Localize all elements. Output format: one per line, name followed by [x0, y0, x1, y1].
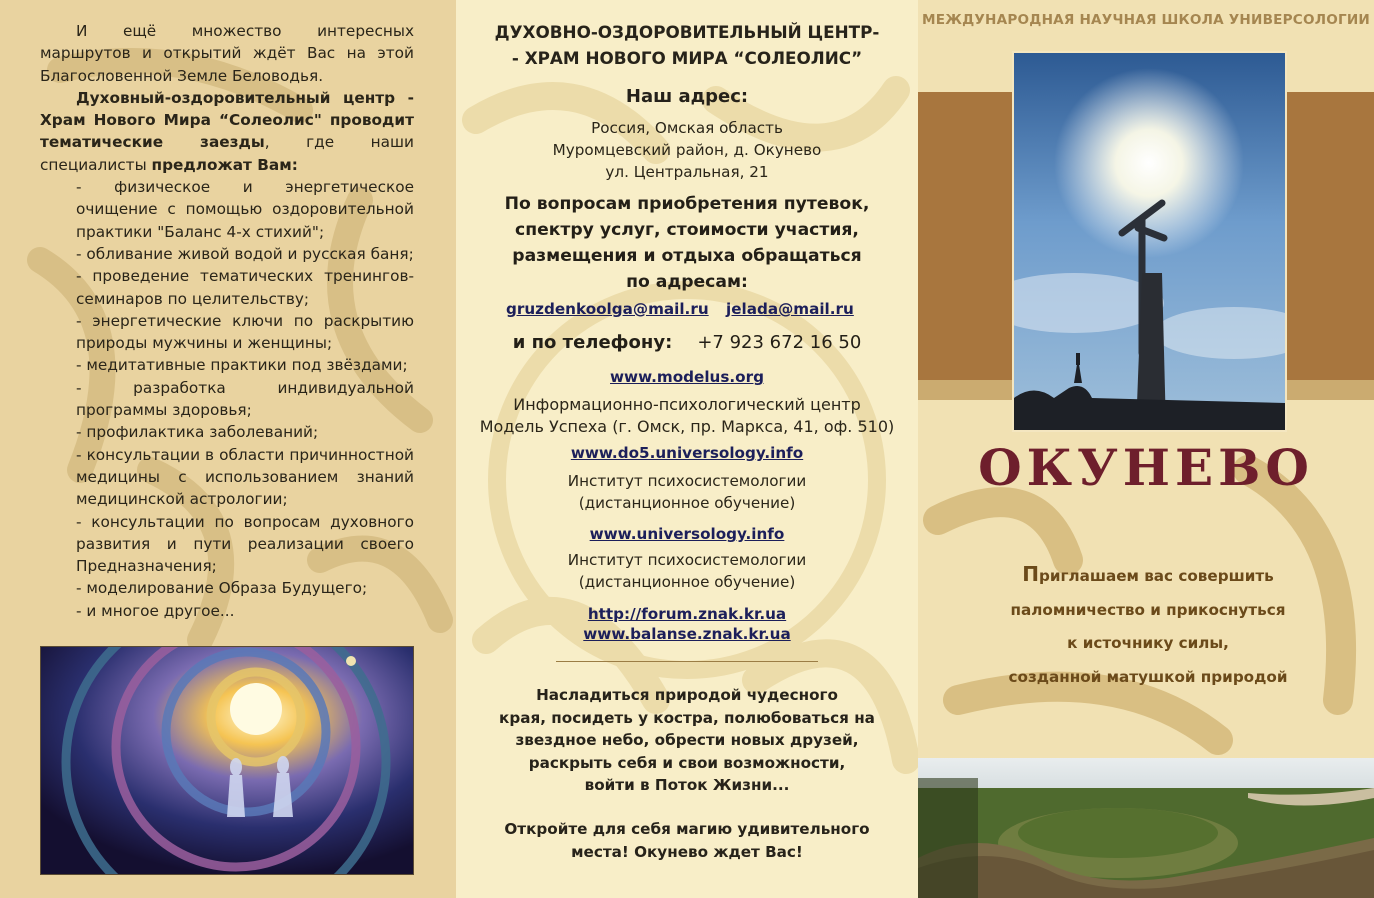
address-line: ул. Центральная, 21 — [605, 163, 769, 181]
invitation-line: войти в Поток Жизни... — [584, 776, 790, 794]
center-text: , где наши специалисты — [40, 133, 414, 174]
site-link-forum[interactable]: http://forum.znak.kr.ua — [587, 605, 787, 623]
service-item: - консультации в области причинностной медицины с использованием знаний медицинской астрологии; — [76, 445, 414, 509]
middle-panel — [456, 0, 918, 898]
invitation-line: паломничество и прикоснуться — [1010, 600, 1286, 619]
invitation-line: звездное небо, обрести новых друзей, — [515, 731, 859, 749]
call-to-action-line: места! Окунево ждет Вас! — [571, 842, 803, 861]
invitation-line: созданной матушкой природой — [1008, 667, 1288, 686]
service-item: - обливание живой водой и русская баня; — [76, 244, 414, 263]
phone-line — [456, 332, 918, 353]
site-link-universology[interactable]: www.universology.info — [589, 525, 785, 543]
service-item: - профилактика заболеваний; — [76, 423, 319, 442]
invitation-text-1: риглашаем вас совершить — [1039, 567, 1274, 585]
site-link-modelus[interactable]: www.modelus.org — [610, 368, 764, 386]
service-item: - медитативные практики под звёздами; — [76, 356, 408, 375]
service-item: - проведение тематических тренингов-семинаров по целительству; — [76, 267, 414, 308]
email-link-1[interactable]: gruzdenkoolga@mail.ru — [506, 300, 709, 318]
village-title: ОКУНЕВО — [978, 438, 1314, 497]
site-description: Информационно-психологический центр — [513, 395, 861, 414]
service-item: - и многое другое... — [76, 601, 235, 620]
phone-label: и по телефону: — [512, 332, 673, 353]
center-title-line-2: - ХРАМ НОВОГО МИРА “СОЛЕОЛИС” — [511, 48, 863, 68]
invitation-line: края, посидеть у костра, полюбоваться на — [499, 708, 875, 727]
offer-label: предложат Вам: — [151, 155, 298, 174]
email-link-2[interactable]: jelada@mail.ru — [726, 300, 854, 318]
spiral-painting-image — [40, 646, 414, 875]
river-landscape-photo — [918, 758, 1374, 898]
center-name: Духовный-оздоровительный центр - Храм Нового Мира “Солеолис" проводит тематические заезды — [40, 88, 414, 152]
monument-photo — [1012, 51, 1287, 432]
services-text — [40, 20, 414, 622]
intro-paragraph: И ещё множество интересных маршрутов и открытий ждёт Вас на этой Благословенной Земле Беловодья. — [40, 22, 414, 85]
site-description: Институт психосистемологии — [567, 472, 807, 490]
inquiry-line: по адресам: — [626, 272, 748, 292]
invitation-line — [978, 558, 1318, 594]
invitation-line: раскрыть себя и свои возможности, — [528, 753, 846, 772]
site-description: Институт психосистемологии — [567, 551, 807, 569]
service-item: - моделирование Образа Будущего; — [76, 579, 368, 598]
call-to-action — [456, 818, 918, 863]
left-panel — [0, 0, 456, 898]
inquiry-line: размещения и отдыха обращаться — [512, 246, 862, 266]
invitation-text — [456, 684, 918, 797]
invitation-line: Насладиться природой чудесного — [536, 686, 838, 704]
inquiry-line: спектру услуг, стоимости участия, — [515, 220, 859, 240]
site-description: (дистанционное обучение) — [578, 573, 796, 591]
call-to-action-line: Откройте для себя магию удивительного — [504, 820, 870, 838]
service-item: - энергетические ключи по раскрытию природы мужчины и женщины; — [76, 311, 414, 353]
school-name: МЕЖДУНАРОДНАЯ НАУЧНАЯ ШКОЛА УНИВЕРСОЛОГИИ — [922, 12, 1370, 28]
address-heading: Наш адрес: — [625, 86, 749, 107]
address-line: Муромцевский район, д. Окунево — [552, 141, 822, 159]
inquiry-line: По вопросам приобретения путевок, — [504, 194, 870, 214]
site-description: (дистанционное обучение) — [578, 494, 796, 512]
divider — [556, 661, 818, 662]
center-paragraph — [40, 87, 414, 176]
site-link-balanse[interactable]: www.balanse.znak.kr.ua — [583, 625, 791, 643]
phone-number[interactable]: +7 923 672 16 50 — [697, 332, 862, 353]
service-item: - консультации по вопросам духовного развития и пути реализации своего Предназначения; — [76, 512, 414, 576]
pilgrimage-invitation — [978, 558, 1318, 694]
service-item: - физическое и энергетическое очищение с помощью оздоровительной практики "Баланс 4-х стихий"; — [76, 178, 414, 241]
right-panel — [918, 0, 1374, 898]
service-item: - разработка индивидуальной программы здоровья; — [76, 378, 414, 420]
site-description: Модель Успеха (г. Омск, пр. Маркса, 41, оф. 510) — [479, 417, 895, 436]
center-title-line-1: ДУХОВНО-ОЗДОРОВИТЕЛЬНЫЙ ЦЕНТР- — [494, 22, 880, 42]
invitation-line: к источнику силы, — [1067, 634, 1229, 652]
drop-cap: П — [1022, 562, 1039, 586]
address-line: Россия, Омская область — [591, 119, 783, 137]
site-link-do5[interactable]: www.do5.universology.info — [570, 444, 804, 462]
